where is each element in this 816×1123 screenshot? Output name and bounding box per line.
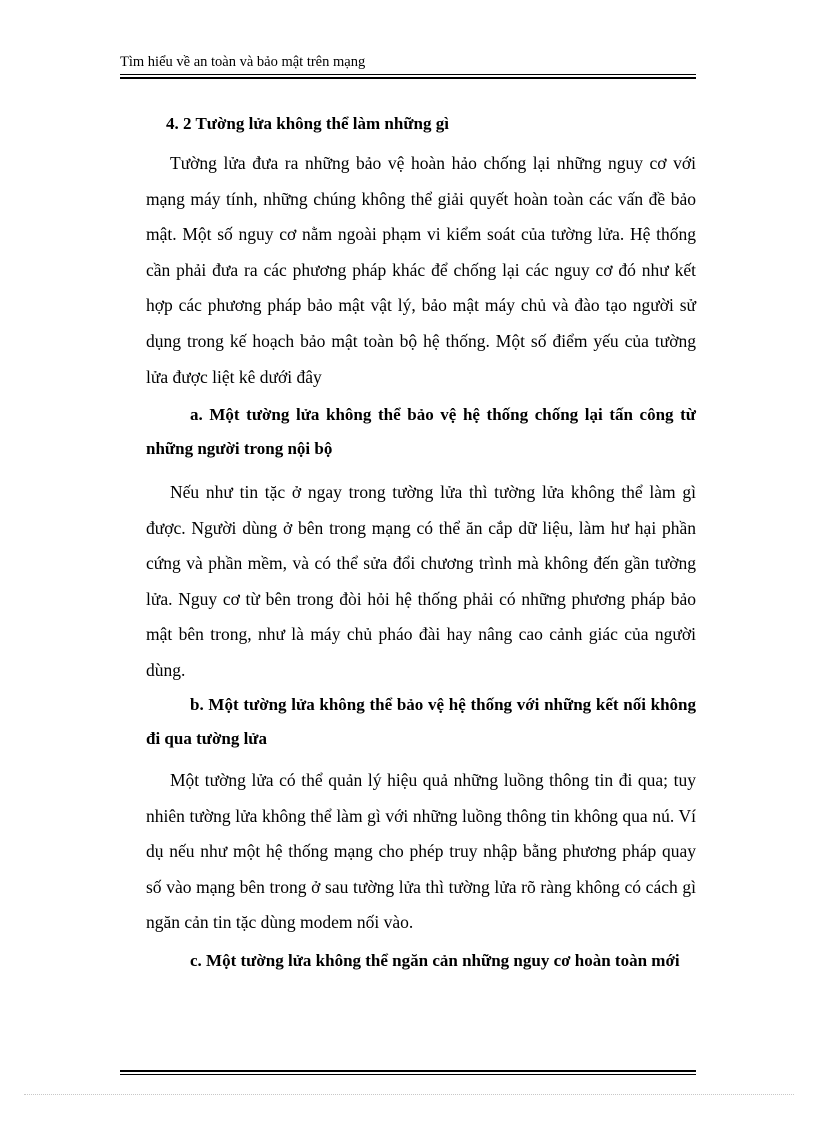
header-rule-thin xyxy=(120,74,696,75)
item-c-heading: c. Một tường lửa không thể ngăn cản những nguy cơ hoàn toàn mới xyxy=(190,951,680,970)
section-title: 4. 2 Tường lửa không thể làm những gì xyxy=(166,114,449,133)
item-a-heading: a. Một tường lửa không thể bảo vệ hệ thống chống lại tấn công từ những người trong nội bộ xyxy=(146,405,696,458)
item-a-body: Nếu như tin tặc ở ngay trong tường lửa thì tường lửa không thể làm gì được. Người dùng ở bên trong mạng có thể ăn cắp dữ liệu, làm hư hại phần cứng và phần mềm, và có thể sửa đổi chương trình mà không đến gần tường lửa. Nguy cơ từ bên trong đòi hỏi hệ thống phải có những phương pháp bảo mật bên trong, như là máy chủ pháo đài hay nâng cao cảnh giác của người dùng. xyxy=(146,482,696,680)
page-edge-dotted-line xyxy=(24,1094,794,1095)
intro-paragraph: Tường lửa đưa ra những bảo vệ hoàn hảo chống lại những nguy cơ với mạng máy tính, những chúng không thể giải quyết hoàn toàn các vấn đề bảo mật. Một số nguy cơ nằm ngoài phạm vi kiểm soát của tường lửa. Hệ thống cần phải đưa ra các phương pháp khác để chống lại các nguy cơ đó như kết hợp các phương pháp bảo mật vật lý, bảo mật máy chủ và đào tạo người sử dụng trong kế hoạch bảo mật toàn bộ hệ thống. Một số điểm yếu của tường lửa được liệt kê dưới đây xyxy=(146,153,696,387)
header-title: Tìm hiểu về an toàn và bảo mật trên mạng xyxy=(120,54,366,70)
item-b-heading: b. Một tường lửa không thể bảo vệ hệ thống với những kết nối không đi qua tường lửa xyxy=(146,695,696,748)
footer-rule-thin xyxy=(120,1074,696,1075)
header-rule-thick xyxy=(120,77,696,79)
item-b-body: Một tường lửa có thể quản lý hiệu quả những luồng thông tin đi qua; tuy nhiên tường lửa không thể làm gì với những luồng thông tin không qua nú. Ví dụ nếu như một hệ thống mạng cho phép truy nhập bằng phương pháp quay số vào mạng bên trong ở sau tường lửa thì tường lửa rõ ràng không có cách gì ngăn cản tin tặc dùng modem nối vào. xyxy=(146,770,696,933)
footer-rule-thick xyxy=(120,1070,696,1072)
